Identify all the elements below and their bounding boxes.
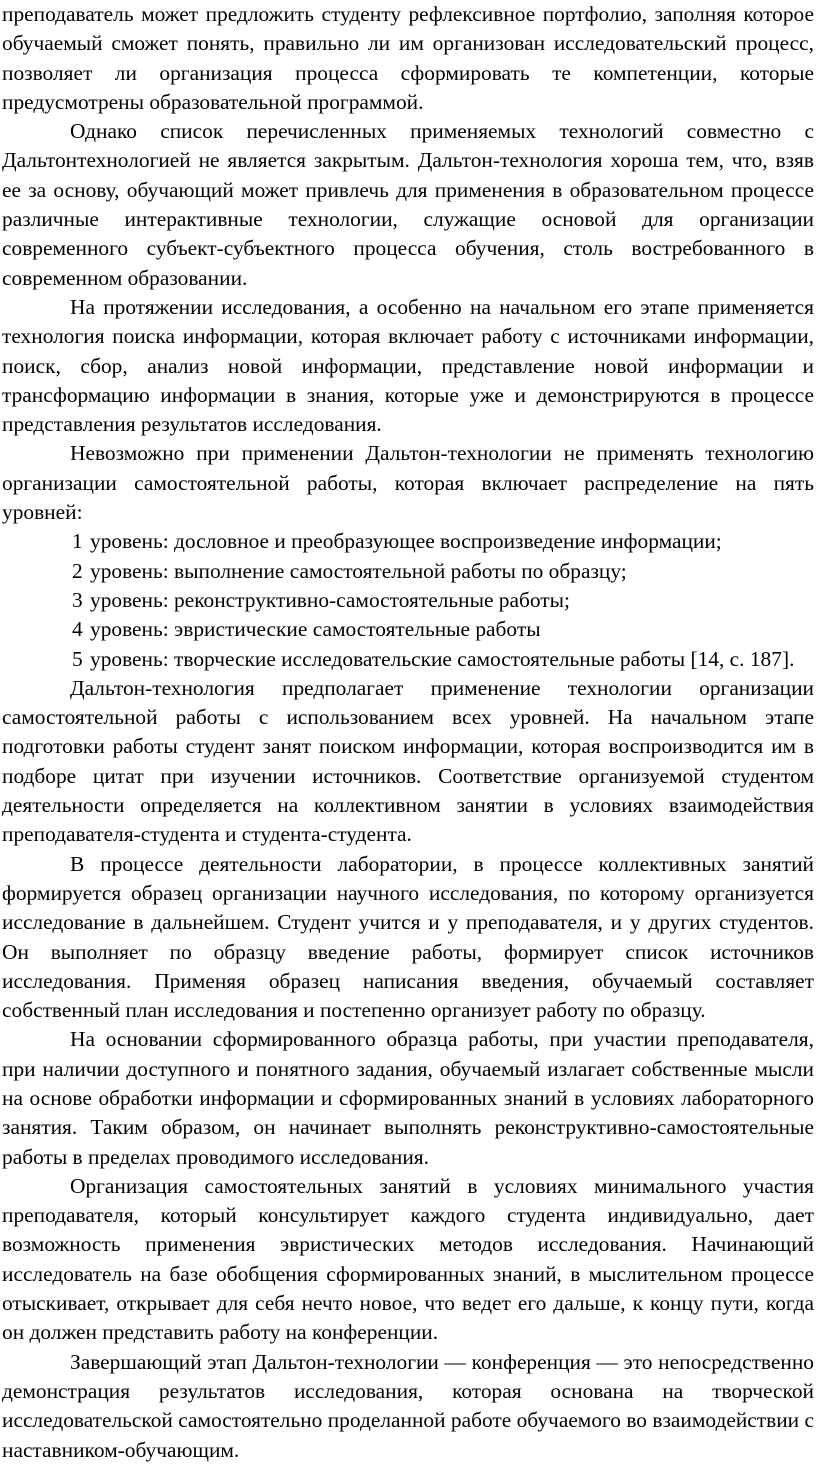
- level-number: 2: [72, 558, 83, 583]
- level-item-5: [2, 645, 814, 674]
- paragraph-heuristic-methods: Организация самостоятельных занятий в условиях минимального участия преподавателя, который консультирует каждого студента индивидуально, дает возможность применения эвристических методов исследования. Начинающий исследователь на базе обобщения сформированных знаний, в мыслительном процессе отыскивает, открывает для себя нечто новое, что ведет его дальше, к концу пути, когда он должен представить работу на конференции.: [2, 1173, 814, 1345]
- level-text: уровень: творческие исследовательские самостоятельные работы [14, с. 187].: [90, 646, 795, 671]
- level-item-3: [2, 586, 814, 615]
- paragraph-information-search: На протяжении исследования, а особенно на начальном его этапе применяется технология поиска информации, которая включает работу с источниками информации, поиск, сбор, анализ новой информации, представление новой информации и трансформацию информации в знания, которые уже и демонстрируются в процессе представления результатов исследования.: [2, 294, 814, 437]
- paragraph-laboratory-process: В процессе деятельности лаборатории, в процессе коллективных занятий формируется образец организации научного исследования, по которому организуется исследование в дальнейшем. Студент учится и у преподавателя, и у других студентов. Он выполняет по образцу введение работы, формирует список источников исследования. Применяя образец написания введения, обучаемый составляет собственный план исследования и постепенно организует работу по образцу.: [2, 851, 814, 1023]
- level-text: уровень: дословное и преобразующее воспроизведение информации;: [90, 529, 722, 554]
- level-text: уровень: эвристические самостоятельные работы: [90, 617, 541, 642]
- paragraph-conference-stage: Завершающий этап Дальтон-технологии — конференция — это непосредственно демонстрация результатов исследования, которая основана на творческой исследовательской самостоятельно проделанной работе обучаемого во взаимодействии с наставником-обучающим.: [2, 1349, 814, 1462]
- level-item-2: [2, 557, 814, 586]
- level-text: уровень: реконструктивно-самостоятельные работы;: [90, 587, 570, 612]
- level-item-4: [2, 615, 814, 644]
- paragraph-dalton-all-levels: Дальтон-технология предполагает применение технологии организации самостоятельной работы с использованием всех уровней. На начальном этапе подготовки работы студент занят поиском информации, которая воспроизводится им в подборе цитат при изучении источников. Соответствие организуемой студентом деятельности определяется на коллективном занятии в условиях взаимодействия преподавателя-студента и студента-студента.: [2, 675, 814, 847]
- level-number: 3: [72, 587, 83, 612]
- level-item-1: [2, 527, 814, 556]
- paragraph-reconstructive-work: На основании сформированного образца работы, при участии преподавателя, при наличии доступного и понятного задания, обучаемый излагает собственные мысли на основе обработки информации и сформированных знаний в условиях лабораторного занятия. Таким образом, он начинает выполнять реконструктивно-самостоятельные работы в пределах проводимого исследования.: [2, 1027, 814, 1169]
- paragraph-self-work-levels-intro: Невозможно при применении Дальтон-технологии не применять технологию организации самостоятельной работы, которая включает распределение на пять уровней:: [2, 441, 814, 525]
- level-number: 4: [72, 617, 83, 642]
- levels-list: [2, 527, 814, 673]
- level-number: 1: [72, 529, 83, 554]
- paragraph-technologies-list-open: Однако список перечисленных применяемых технологий совместно с Дальтонтехнологией не является закрытым. Дальтон-технология хороша тем, что, взяв ее за основу, обучающий может привлечь для применения в образовательном процессе различные интерактивные технологии, служащие основой для организации современного субъект-субъектного процесса обучения, столь востребованного в современном образовании.: [2, 119, 814, 290]
- level-text: уровень: выполнение самостоятельной работы по образцу;: [90, 558, 627, 583]
- level-number: 5: [72, 646, 83, 671]
- paragraph-continuation: преподаватель может предложить студенту рефлексивное портфолио, заполняя которое обучаемый сможет понять, правильно ли им организован исследовательский процесс, позволяет ли организация процесса сформировать те компетенции, которые предусмотрены образовательной программой.: [2, 2, 814, 114]
